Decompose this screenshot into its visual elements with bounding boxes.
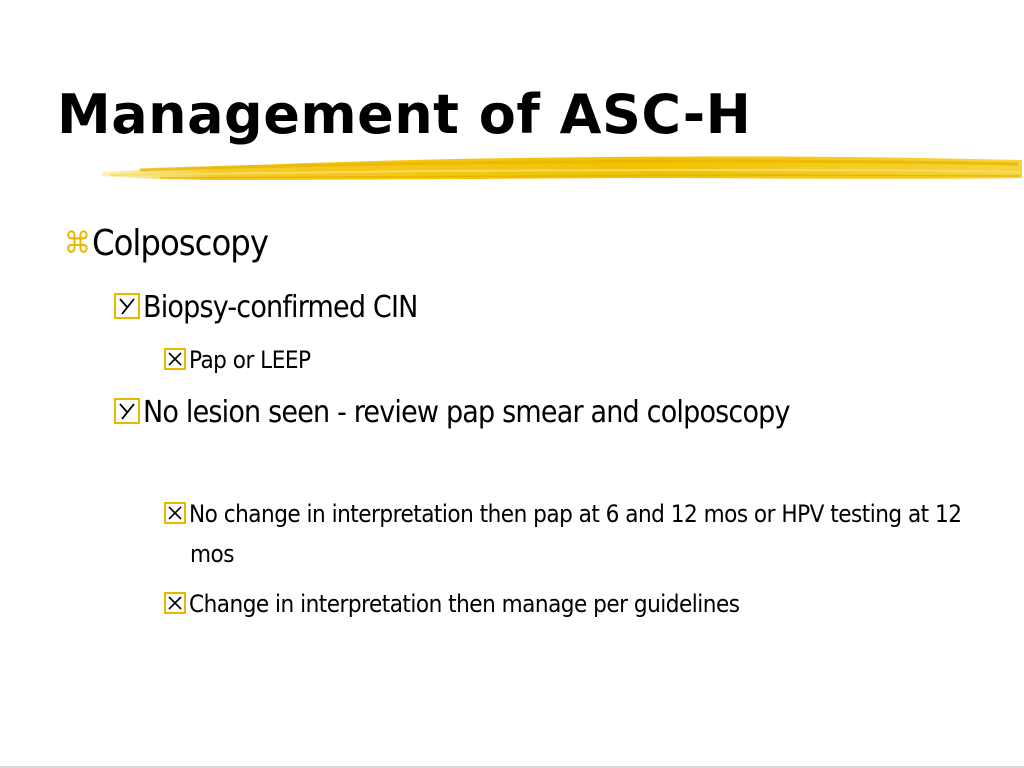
bullet-text: Biopsy-confirmed CIN xyxy=(143,290,418,325)
y-box-icon xyxy=(114,398,140,424)
bullet-text: No lesion seen - review pap smear and colposcopy xyxy=(143,395,790,430)
x-box-icon xyxy=(164,592,186,614)
command-icon: ⌘ xyxy=(64,226,90,261)
slide-title: Management of ASC-H xyxy=(57,83,752,146)
bullet-biopsy-confirmed-cin xyxy=(114,284,1006,332)
bullet-text: Pap or LEEP xyxy=(189,346,311,374)
bullet-pap-or-leep xyxy=(164,340,990,380)
y-box-icon xyxy=(114,293,140,319)
title-brush-underline xyxy=(100,148,1024,188)
bullet-no-change-in-interpretation xyxy=(164,494,980,574)
bullet-text: No change in interpretation then pap at 6 and 12 mos or HPV testing at 12 mos xyxy=(189,500,962,568)
x-box-icon xyxy=(164,348,186,370)
bullet-no-lesion-seen xyxy=(114,389,906,437)
bullet-change-in-interpretation xyxy=(164,584,880,624)
bullet-text: Change in interpretation then manage per guidelines xyxy=(189,590,740,618)
bullet-colposcopy xyxy=(64,222,268,268)
x-box-icon xyxy=(164,502,186,524)
bullet-text: Colposcopy xyxy=(92,223,269,264)
